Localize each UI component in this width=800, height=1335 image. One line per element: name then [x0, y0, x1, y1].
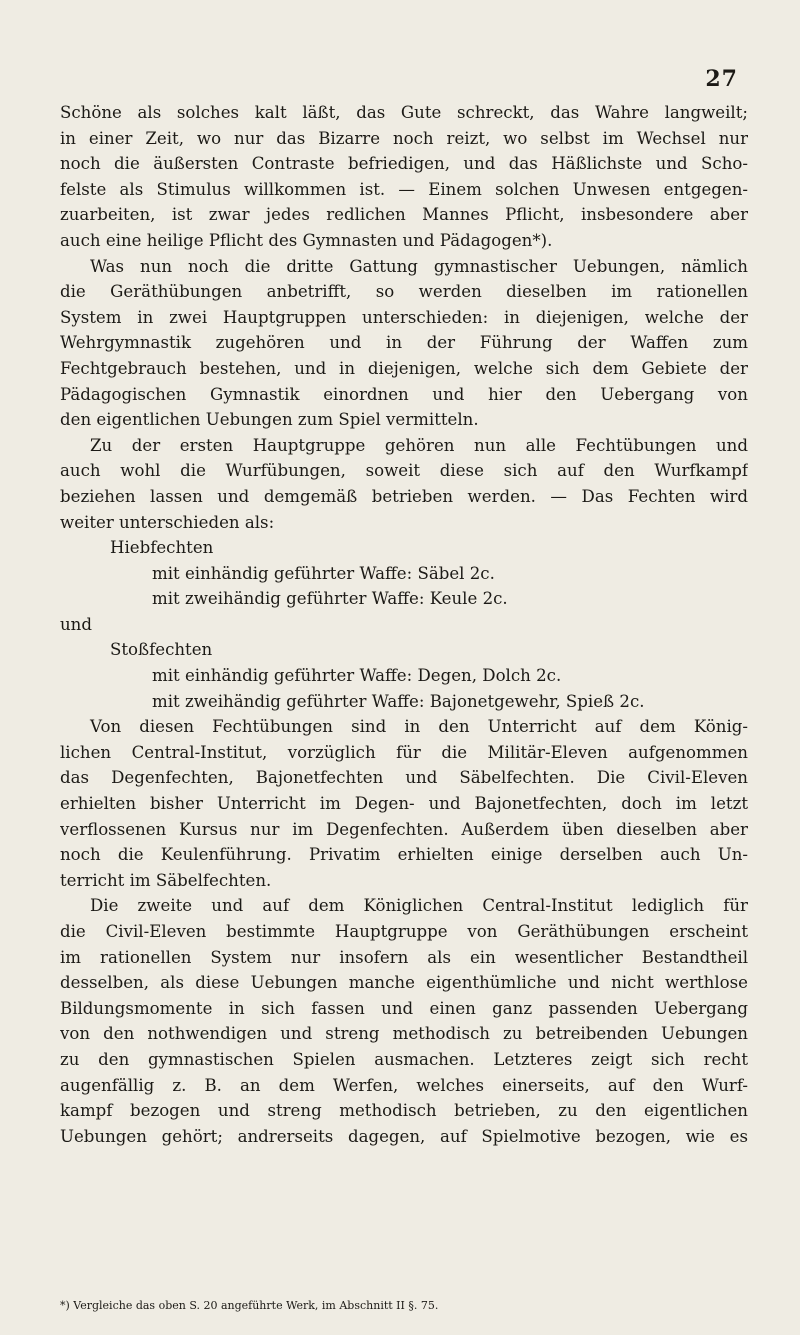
text-line: zuarbeiten, ist zwar jedes redlichen Mannes Pflicht, insbesondere aber — [60, 205, 748, 225]
text-line: lichen Central-Institut, vorzüglich für die Militär-Eleven aufgenommen — [60, 742, 748, 762]
text-line: mit einhändig geführter Waffe: Säbel 2c. — [152, 563, 495, 583]
text-line: terricht im Säbelfechten. — [60, 870, 272, 890]
text-line: felste als Stimulus willkommen ist. — Einem solchen Unwesen entgegen- — [60, 179, 748, 199]
text-line: verflossenen Kursus nur im Degenfechten. Außerdem üben dieselben aber — [60, 819, 748, 839]
text-line: Pädagogischen Gymnastik einordnen und hier den Uebergang von — [60, 384, 748, 404]
text-line: weiter unterschieden als: — [60, 512, 275, 532]
text-line: von den nothwendigen und streng methodisch zu betreibenden Uebungen — [60, 1024, 748, 1044]
text-line: im rationellen System nur insofern als ein wesentlicher Bestandtheil — [60, 947, 748, 967]
text-line: Von diesen Fechtübungen sind in den Unterricht auf dem König- — [90, 717, 748, 737]
text-line: System in zwei Hauptgruppen unterschieden: in diejenigen, welche der — [60, 307, 748, 327]
text-line: mit zweihändig geführter Waffe: Keule 2c. — [152, 589, 508, 609]
text-line: Bildungsmomente in sich fassen und einen ganz passenden Uebergang — [60, 998, 748, 1018]
text-line: beziehen lassen und demgemäß betrieben werden. — Das Fechten wird — [60, 486, 748, 506]
text-line: in einer Zeit, wo nur das Bizarre noch reizt, wo selbst im Wechsel nur — [60, 128, 748, 148]
text-line: das Degenfechten, Bajonetfechten und Säbelfechten. Die Civil-Eleven — [60, 768, 748, 788]
text-line: Uebungen gehört; andrerseits dagegen, auf Spielmotive bezogen, wie es — [60, 1126, 748, 1146]
text-line: noch die Keulenführung. Privatim erhielten einige derselben auch Un- — [60, 845, 748, 865]
text-line: Wehrgymnastik zugehören und in der Führung der Waffen zum — [60, 333, 748, 353]
text-line: den eigentlichen Uebungen zum Spiel vermitteln. — [60, 410, 479, 430]
text-line: Stoßfechten — [110, 640, 213, 660]
text-line: und — [60, 614, 92, 634]
text-line: Zu der ersten Hauptgruppe gehören nun alle Fechtübungen und — [90, 435, 748, 455]
text-line: noch die äußersten Contraste befriedigen, und das Häßlichste und Scho- — [60, 154, 748, 174]
text-line: Die zweite und auf dem Königlichen Central-Institut lediglich für — [90, 896, 748, 916]
text-line: mit zweihändig geführter Waffe: Bajonetgewehr, Spieß 2c. — [152, 691, 645, 711]
text-line: die Civil-Eleven bestimmte Hauptgruppe von Geräthübungen erscheint — [60, 922, 748, 941]
text-line: Fechtgebrauch bestehen, und in diejenigen, welche sich dem Gebiete der — [60, 358, 748, 378]
text-line: mit einhändig geführter Waffe: Degen, Dolch 2c. — [152, 666, 562, 686]
text-line: desselben, als diese Uebungen manche eigenthümliche und nicht werthlose — [60, 973, 748, 993]
text-line: auch wohl die Wurfübungen, soweit diese sich auf den Wurfkampf — [60, 461, 748, 481]
text-line: erhielten bisher Unterricht im Degen- und Bajonetfechten, doch im letzt — [60, 794, 748, 814]
text-line: die Geräthübungen anbetrifft, so werden dieselben im rationellen — [60, 282, 748, 302]
text-line: auch eine heilige Pflicht des Gymnasten und Pädagogen*). — [60, 230, 553, 250]
text-line: zu den gymnastischen Spielen ausmachen. Letzteres zeigt sich recht — [60, 1049, 748, 1069]
page-number: 27 — [705, 66, 738, 92]
text-line: augenfällig z. B. an dem Werfen, welches einerseits, auf den Wurf- — [60, 1075, 748, 1095]
text-line: kampf bezogen und streng methodisch betrieben, zu den eigentlichen — [60, 1101, 748, 1121]
text-line: Hiebfechten — [110, 538, 214, 558]
footnote: *) Vergleiche das oben S. 20 angeführte Werk, im Abschnitt II §. 75. — [60, 1299, 439, 1312]
text-line: Was nun noch die dritte Gattung gymnastischer Uebungen, nämlich — [90, 256, 748, 276]
text-line: Schöne als solches kalt läßt, das Gute schreckt, das Wahre langweilt; — [60, 103, 748, 122]
body-text — [60, 100, 748, 1149]
